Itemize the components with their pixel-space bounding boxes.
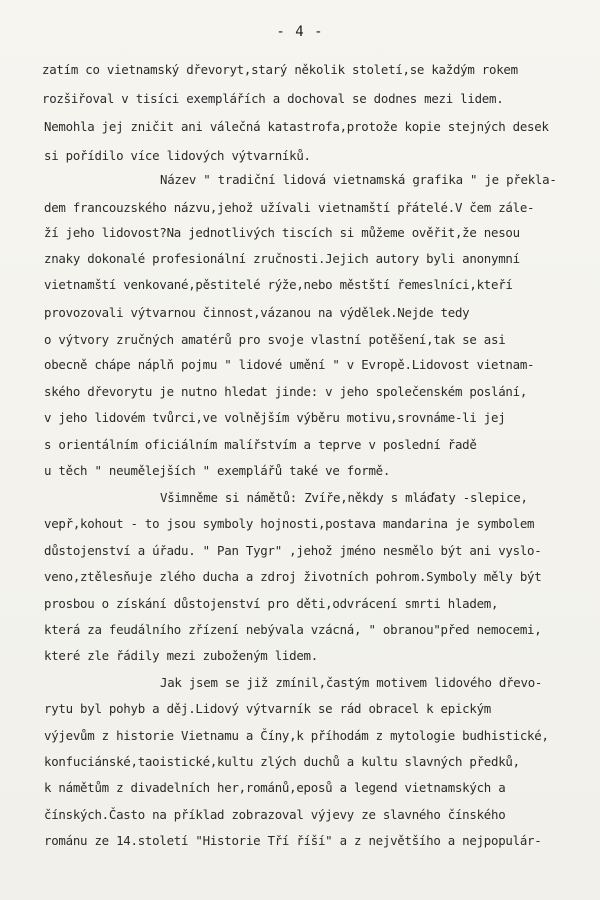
text-line: vepř,kohout - to jsou symboly hojnosti,postava mandarina je symbolem — [44, 516, 535, 531]
text-line: v jeho lidovém tvůrci,ve volnějším výběru motivu,srovnáme-li jej — [44, 410, 506, 425]
text-line: si pořídilo více lidových výtvarníků. — [44, 148, 311, 163]
text-line: u těch " neumělejších " exemplářů také ve formě. — [44, 463, 391, 478]
text-line: zatím co vietnamský dřevoryt,starý několik století,se každým rokem — [42, 62, 518, 77]
text-line: vietnamští venkované,pěstitelé rýže,nebo městští řemeslníci,kteří — [44, 277, 513, 292]
page-number: - 4 - — [276, 24, 324, 40]
text-line: které zle řádily mezi zuboženým lidem. — [44, 648, 318, 663]
text-line: provozovali výtvarnou činnost,vázanou na výdělek.Nejde tedy — [44, 305, 470, 320]
text-line: k námětům z divadelních her,románů,eposů a legend vietnamských a — [44, 780, 506, 795]
text-line: románu ze 14.století "Historie Tří říší" a z největšího a nejpopulár- — [44, 833, 542, 848]
text-line: konfuciánské,taoistické,kultu zlých duchů a kultu slavných předků, — [44, 754, 520, 769]
text-line: Nemohla jej zničit ani válečná katastrofa,protože kopie stejných desek — [44, 119, 549, 134]
text-line: Všimněme si námětů: Zvíře,někdy s mláďaty -slepice, — [160, 490, 528, 505]
text-line: dem francouzského názvu,jehož užívali vietnamští přátelé.V čem zále- — [44, 200, 535, 215]
text-line: která za feudálního zřízení nebývala vzácná, " obranou"před nemocemi, — [44, 622, 542, 637]
text-line: rozšiřoval v tisíci exemplářích a dochoval se dodnes mezi lidem. — [42, 91, 504, 106]
text-line: rytu byl pohyb a děj.Lidový výtvarník se rád obracel k epickým — [44, 701, 492, 716]
text-line: veno,ztělesňuje zlého ducha a zdroj životních pohrom.Symboly měly být — [44, 569, 542, 584]
text-line: obecně chápe náplň pojmu " lidové umění " v Evropě.Lidovost vietnam- — [44, 357, 535, 372]
text-line: výjevům z historie Vietnamu a Číny,k příhodám z mytologie budhistické, — [44, 728, 549, 743]
text-line: Jak jsem se již zmínil,častým motivem lidového dřevo- — [160, 675, 543, 690]
text-line: s orientálním oficiálním malířstvím a teprve v poslední řadě — [44, 437, 477, 452]
text-line: znaky dokonalé profesionální zručnosti.Jejich autory byli anonymní — [44, 251, 520, 266]
text-line: prosbou o získání důstojenství pro děti,odvrácení smrti hladem, — [44, 596, 499, 611]
text-line: ží jeho lidovost?Na jednotlivých tiscích si můžeme ověřit,že nesou — [44, 225, 520, 240]
text-line: Název " tradiční lidová vietnamská grafika " je překla- — [160, 172, 557, 187]
text-line: o výtvory zručných amatérů pro svoje vlastní potěšení,tak se asi — [44, 332, 506, 347]
text-line: čínských.Často na příklad zobrazoval výjevy ze slavného čínského — [44, 807, 506, 822]
text-line: ského dřevorytu je nutno hledat jinde: v jeho společenském poslání, — [44, 384, 528, 399]
text-line: důstojenství a úřadu. " Pan Tygr" ,jehož jméno nesmělo být ani vyslo- — [44, 543, 542, 558]
